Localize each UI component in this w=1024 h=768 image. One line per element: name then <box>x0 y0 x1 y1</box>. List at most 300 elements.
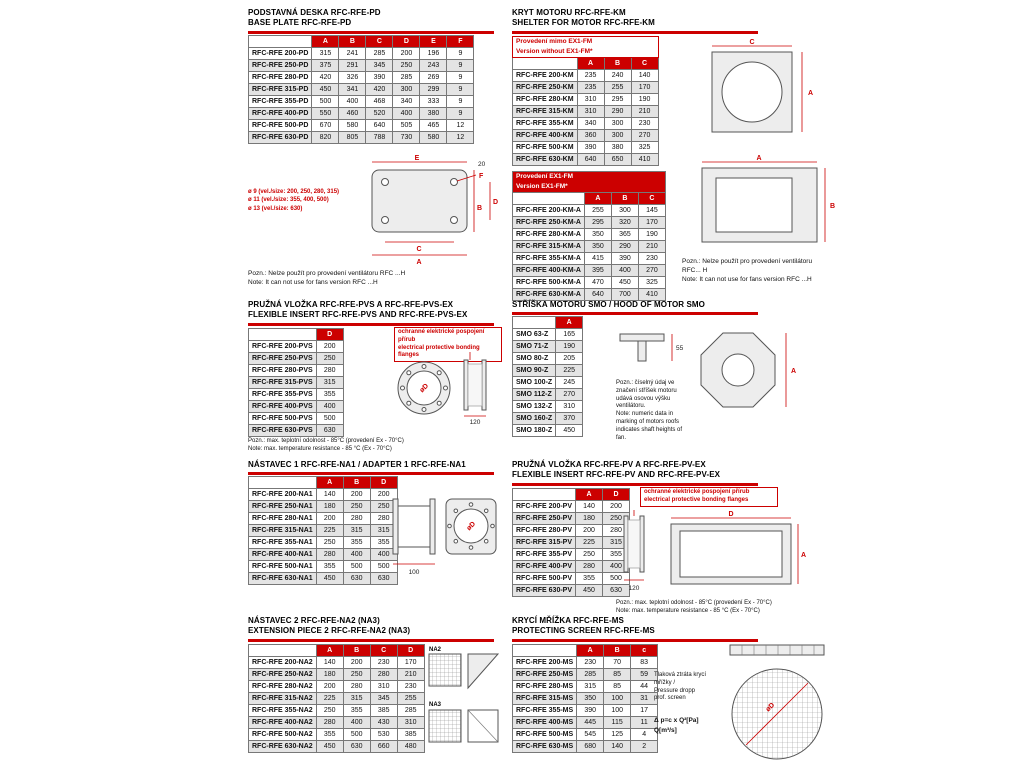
model-label: RFC-RFE 355-KM <box>513 118 578 130</box>
table-row <box>249 108 474 120</box>
column-header: B <box>604 645 631 657</box>
na1-diagram <box>388 484 500 580</box>
value-cell: 350 <box>584 241 611 253</box>
value-cell: 230 <box>370 657 397 669</box>
pv-dim-120: 120 <box>628 585 640 592</box>
value-cell: 341 <box>339 84 366 96</box>
model-label: RFC-RFE 315-NA2 <box>249 693 317 705</box>
table-row <box>249 132 474 144</box>
na3-mesh <box>429 710 461 742</box>
table-row <box>249 669 425 681</box>
value-cell: 44 <box>631 681 658 693</box>
value-cell: 680 <box>577 741 604 753</box>
model-label: RFC-RFE 630-MS <box>513 741 577 753</box>
value-cell: 325 <box>638 277 665 289</box>
model-label: RFC-RFE 250-NA1 <box>249 501 317 513</box>
table-row <box>249 525 398 537</box>
value-cell: 640 <box>577 154 604 166</box>
pd-hole-notes <box>248 188 342 213</box>
table-row <box>513 525 630 537</box>
pvs-bonding-en: electrical protective bonding flanges <box>398 344 480 359</box>
model-label: RFC-RFE 200-NA1 <box>249 489 317 501</box>
table-row <box>249 501 398 513</box>
pv-flange-right <box>640 516 644 572</box>
ms-dim-d: øD <box>764 701 777 714</box>
table-row <box>513 241 666 253</box>
value-cell: 280 <box>343 681 370 693</box>
column-header: B <box>343 477 370 489</box>
na2-diagram <box>428 644 500 762</box>
pvs-title-cs: PRUŽNÁ VLOŽKA RFC-RFE-PVS A RFC-RFE-PVS-EX <box>248 300 454 309</box>
table-row <box>513 205 666 217</box>
value-cell: 400 <box>343 549 370 561</box>
pvs-dim-d: øD <box>418 382 431 395</box>
km-notes <box>682 258 832 284</box>
table-row <box>513 217 666 229</box>
pd-hole-note-2: ø 11 (vel./size: 355, 400, 500) <box>248 197 329 204</box>
column-header: C <box>370 645 397 657</box>
pd-note-cs: Pozn.: Nelze použít pro provedení ventilátoru RFC ...H <box>248 270 406 277</box>
table-row <box>249 365 344 377</box>
table-row <box>513 705 658 717</box>
model-label: RFC-RFE 400-PVS <box>249 401 317 413</box>
smo-dim-55: 55 <box>676 345 684 352</box>
model-label: RFC-RFE 250-PV <box>513 513 576 525</box>
value-cell: 295 <box>584 217 611 229</box>
value-cell: 140 <box>576 501 603 513</box>
column-header: D <box>316 329 343 341</box>
section-flexible-insert-pvs <box>248 300 500 456</box>
model-label: RFC-RFE 280-PV <box>513 525 576 537</box>
value-cell: 345 <box>366 60 393 72</box>
pd-dim-b: B <box>477 205 483 212</box>
table-row <box>249 377 344 389</box>
table-row <box>513 669 658 681</box>
value-cell: 326 <box>339 72 366 84</box>
value-cell: 400 <box>343 717 370 729</box>
value-cell: 395 <box>584 265 611 277</box>
smo-stem <box>638 341 646 361</box>
smo-title-rule <box>512 312 758 315</box>
value-cell: 9 <box>447 48 474 60</box>
column-header: F <box>447 36 474 48</box>
corner-cell <box>249 477 317 489</box>
pd-dim-e: E <box>414 155 420 162</box>
model-label: SMO 80-Z <box>513 353 556 365</box>
value-cell: 280 <box>370 513 397 525</box>
table-row <box>249 72 474 84</box>
column-header: A <box>312 36 339 48</box>
pvs-flange-right <box>482 360 486 410</box>
smo-octagon-diagram <box>690 316 808 428</box>
value-cell: 70 <box>604 657 631 669</box>
value-cell: 250 <box>393 60 420 72</box>
model-label: RFC-RFE 280-PVS <box>249 365 317 377</box>
pvs-diagram <box>394 352 498 426</box>
value-cell: 530 <box>370 729 397 741</box>
smo-notes <box>616 380 684 442</box>
model-label: RFC-RFE 355-PV <box>513 549 576 561</box>
table-row <box>513 289 666 301</box>
value-cell: 340 <box>393 96 420 108</box>
pvs-note-cs: Pozn.: max. teplotní odolnost - 85°C (provedení Ex - 70°C) <box>248 438 404 444</box>
value-cell: 100 <box>604 705 631 717</box>
value-cell: 200 <box>316 681 343 693</box>
pv-note-en: Note: max. temperature resistance - 85 °C (Ex - 70°C) <box>616 607 760 614</box>
value-cell: 100 <box>604 693 631 705</box>
table-row <box>513 425 583 437</box>
value-cell: 310 <box>397 717 424 729</box>
pv-notes <box>616 600 896 616</box>
table-row <box>513 389 583 401</box>
model-label: RFC-RFE 200-KM <box>513 70 578 82</box>
column-header: C <box>366 36 393 48</box>
value-cell: 355 <box>370 537 397 549</box>
table-row <box>249 425 344 437</box>
value-cell: 650 <box>604 154 631 166</box>
column-header: A <box>576 489 603 501</box>
value-cell: 400 <box>393 108 420 120</box>
section-motor-hood <box>512 300 992 456</box>
value-cell: 190 <box>556 341 583 353</box>
table-row <box>249 705 425 717</box>
table-row <box>513 549 630 561</box>
pv-flange-left <box>624 516 628 572</box>
ms-pressure-en2: prof. screen <box>654 695 686 702</box>
pv-note-cs: Pozn.: max. teplotní odolnost - 85°C (provedení Ex - 70°C) <box>616 600 772 606</box>
table-row <box>513 585 630 597</box>
corner-cell <box>249 645 317 657</box>
km-title-rule <box>512 31 758 34</box>
value-cell: 200 <box>576 525 603 537</box>
value-cell: 270 <box>631 130 658 142</box>
model-label: SMO 132-Z <box>513 401 556 413</box>
value-cell: 9 <box>447 108 474 120</box>
column-header: A <box>316 645 343 657</box>
value-cell: 200 <box>316 341 343 353</box>
value-cell: 355 <box>316 561 343 573</box>
value-cell: 580 <box>420 132 447 144</box>
value-cell: 200 <box>370 489 397 501</box>
model-label: RFC-RFE 500-PVS <box>249 413 317 425</box>
value-cell: 410 <box>638 289 665 301</box>
table-row <box>513 377 583 389</box>
ms-diagram <box>722 642 832 764</box>
pv-title-rule <box>512 483 758 486</box>
value-cell: 295 <box>604 94 631 106</box>
smo-title: STŘÍŠKA MOTORU SMO / HOOD OF MOTOR SMO <box>512 300 705 309</box>
pv-bonding-cs: ochranné elektrické pospojení přírub <box>644 489 750 495</box>
corner-cell <box>513 317 556 329</box>
value-cell: 445 <box>577 717 604 729</box>
value-cell: 230 <box>638 253 665 265</box>
km-diagram-top <box>682 38 842 146</box>
value-cell: 9 <box>447 84 474 96</box>
model-label: RFC-RFE 315-PVS <box>249 377 317 389</box>
value-cell: 310 <box>556 401 583 413</box>
table-row <box>249 120 474 132</box>
pvs-flange-left <box>464 360 468 410</box>
value-cell: 250 <box>316 705 343 717</box>
column-header: B <box>343 645 370 657</box>
corner-cell <box>249 36 312 48</box>
value-cell: 315 <box>343 693 370 705</box>
table-row <box>513 681 658 693</box>
column-header: A <box>584 193 611 205</box>
pd-title-en: BASE PLATE RFC-RFE-PD <box>248 18 352 28</box>
value-cell: 400 <box>370 549 397 561</box>
ms-table <box>512 644 658 753</box>
pv-table <box>512 488 630 597</box>
ms-pressure-text <box>654 672 716 703</box>
value-cell: 500 <box>370 561 397 573</box>
value-cell: 400 <box>316 401 343 413</box>
pd-dim-20: 20 <box>478 161 486 168</box>
value-cell: 299 <box>420 84 447 96</box>
section-motor-shelter <box>512 8 992 300</box>
table-row <box>513 82 659 94</box>
model-label: RFC-RFE 400-MS <box>513 717 577 729</box>
value-cell: 545 <box>577 729 604 741</box>
value-cell: 12 <box>447 132 474 144</box>
value-cell: 460 <box>339 108 366 120</box>
value-cell: 2 <box>631 741 658 753</box>
value-cell: 320 <box>611 217 638 229</box>
km-table-ex <box>512 171 666 301</box>
value-cell: 355 <box>603 549 630 561</box>
value-cell: 290 <box>611 241 638 253</box>
value-cell: 450 <box>576 585 603 597</box>
value-cell: 250 <box>370 501 397 513</box>
model-label: SMO 112-Z <box>513 389 556 401</box>
column-header: B <box>339 36 366 48</box>
model-label: RFC-RFE 250-NA2 <box>249 669 317 681</box>
model-label: RFC-RFE 355-KM-A <box>513 253 585 265</box>
model-label: RFC-RFE 280-KM <box>513 94 578 106</box>
column-header: D <box>603 489 630 501</box>
table-row <box>249 717 425 729</box>
value-cell: 190 <box>638 229 665 241</box>
value-cell: 11 <box>631 717 658 729</box>
pd-hole <box>451 217 458 224</box>
value-cell: 280 <box>316 549 343 561</box>
model-label: RFC-RFE 200-KM-A <box>513 205 585 217</box>
value-cell: 250 <box>316 537 343 549</box>
value-cell: 630 <box>343 573 370 585</box>
table-row <box>513 329 583 341</box>
smo-note-cs: Pozn.: číselný údaj ve značení stříšek motoru udává osovou výšku ventilátoru. <box>616 380 677 410</box>
na1-title: NÁSTAVEC 1 RFC-RFE-NA1 / ADAPTER 1 RFC-RFE-NA1 <box>248 460 466 469</box>
km-shelter-panel <box>716 178 792 232</box>
corner-cell <box>513 58 578 70</box>
value-cell: 285 <box>397 705 424 717</box>
model-label: SMO 160-Z <box>513 413 556 425</box>
model-label: RFC-RFE 400-KM <box>513 130 578 142</box>
model-label: RFC-RFE 400-NA2 <box>249 717 317 729</box>
value-cell: 820 <box>312 132 339 144</box>
table-row <box>249 537 398 549</box>
value-cell: 196 <box>420 48 447 60</box>
value-cell: 370 <box>556 413 583 425</box>
pd-dim-a: A <box>416 259 422 266</box>
value-cell: 225 <box>576 537 603 549</box>
table-row <box>513 130 659 142</box>
column-header: A <box>577 58 604 70</box>
pd-hole <box>451 179 458 186</box>
table-row <box>513 501 630 513</box>
model-label: RFC-RFE 630-KM <box>513 154 578 166</box>
value-cell: 300 <box>393 84 420 96</box>
value-cell: 200 <box>316 513 343 525</box>
pd-hole-note-1: ø 9 (vel./size: 200, 250, 280, 315) <box>248 189 340 195</box>
value-cell: 250 <box>343 669 370 681</box>
model-label: RFC-RFE 500-PV <box>513 573 576 585</box>
value-cell: 140 <box>316 657 343 669</box>
value-cell: 660 <box>370 741 397 753</box>
value-cell: 355 <box>343 537 370 549</box>
value-cell: 180 <box>316 501 343 513</box>
value-cell: 315 <box>603 537 630 549</box>
value-cell: 788 <box>366 132 393 144</box>
value-cell: 225 <box>316 525 343 537</box>
model-label: SMO 100-Z <box>513 377 556 389</box>
model-label: RFC-RFE 280-NA2 <box>249 681 317 693</box>
km-title-en: SHELTER FOR MOTOR RFC-RFE-KM <box>512 18 655 28</box>
pv-dim-d: D <box>728 511 734 518</box>
model-label: RFC-RFE 250-KM-A <box>513 217 585 229</box>
column-header: E <box>420 36 447 48</box>
value-cell: 480 <box>397 741 424 753</box>
value-cell: 225 <box>556 365 583 377</box>
model-label: RFC-RFE 315-PV <box>513 537 576 549</box>
value-cell: 140 <box>316 489 343 501</box>
na1-dim-d: øD <box>465 520 478 533</box>
section-flexible-insert-pv <box>512 460 992 616</box>
value-cell: 12 <box>447 120 474 132</box>
model-label: RFC-RFE 630-NA2 <box>249 741 317 753</box>
value-cell: 580 <box>339 120 366 132</box>
table-row <box>513 265 666 277</box>
value-cell: 31 <box>631 693 658 705</box>
table-row <box>249 657 425 669</box>
table-row <box>513 717 658 729</box>
value-cell: 350 <box>584 229 611 241</box>
value-cell: 230 <box>631 118 658 130</box>
value-cell: 83 <box>631 657 658 669</box>
value-cell: 9 <box>447 72 474 84</box>
value-cell: 230 <box>577 657 604 669</box>
value-cell: 255 <box>584 205 611 217</box>
section-protecting-screen <box>512 616 992 766</box>
value-cell: 180 <box>316 669 343 681</box>
value-cell: 315 <box>370 525 397 537</box>
table-row <box>249 341 344 353</box>
value-cell: 465 <box>420 120 447 132</box>
value-cell: 385 <box>397 729 424 741</box>
table-row <box>513 561 630 573</box>
na2-title-en: EXTENSION PIECE 2 RFC-RFE-NA2 (NA3) <box>248 626 411 636</box>
value-cell: 355 <box>343 705 370 717</box>
model-label: RFC-RFE 400-NA1 <box>249 549 317 561</box>
model-label: RFC-RFE 500-KM <box>513 142 578 154</box>
value-cell: 630 <box>316 425 343 437</box>
pd-diagram <box>344 154 500 266</box>
value-cell: 285 <box>366 48 393 60</box>
value-cell: 340 <box>577 118 604 130</box>
value-cell: 380 <box>420 108 447 120</box>
value-cell: 380 <box>604 142 631 154</box>
corner-cell <box>513 645 577 657</box>
value-cell: 505 <box>393 120 420 132</box>
smo-hood-center <box>722 354 754 386</box>
value-cell: 390 <box>366 72 393 84</box>
value-cell: 410 <box>631 154 658 166</box>
model-label: RFC-RFE 500-MS <box>513 729 577 741</box>
value-cell: 285 <box>577 669 604 681</box>
value-cell: 280 <box>343 513 370 525</box>
column-header: A <box>556 317 583 329</box>
table-row <box>513 413 583 425</box>
value-cell: 280 <box>316 717 343 729</box>
table-caption: Provedení EX1-FM Version EX1-FM* <box>513 172 666 193</box>
column-header: D <box>397 645 424 657</box>
column-header: c <box>631 645 658 657</box>
table-row <box>513 229 666 241</box>
value-cell: 520 <box>366 108 393 120</box>
table-row <box>249 48 474 60</box>
km-opening <box>722 62 782 122</box>
model-label: RFC-RFE 315-KM <box>513 106 578 118</box>
value-cell: 730 <box>393 132 420 144</box>
value-cell: 200 <box>393 48 420 60</box>
pd-table <box>248 35 474 144</box>
value-cell: 250 <box>316 353 343 365</box>
model-label: RFC-RFE 250-MS <box>513 669 577 681</box>
model-label: SMO 63-Z <box>513 329 556 341</box>
ms-pressure-cs: Tlaková ztráta krycí mřížky / <box>654 672 707 686</box>
pv-title-cs: PRUŽNÁ VLOŽKA RFC-RFE-PV A RFC-RFE-PV-EX <box>512 460 706 469</box>
table-row <box>249 741 425 753</box>
model-label: RFC-RFE 500-NA1 <box>249 561 317 573</box>
pd-dim-f: F <box>479 173 484 180</box>
table-row <box>513 353 583 365</box>
model-label: RFC-RFE 355-MS <box>513 705 577 717</box>
table-row <box>249 561 398 573</box>
table-row <box>513 401 583 413</box>
value-cell: 630 <box>370 573 397 585</box>
model-label: RFC-RFE 200-PV <box>513 501 576 513</box>
na2-table <box>248 644 425 753</box>
ms-title-cs: KRYCÍ MŘÍŽKA RFC-RFE-MS <box>512 616 624 625</box>
value-cell: 470 <box>584 277 611 289</box>
pvs-title-rule <box>248 323 494 326</box>
smo-note-en: Note: numeric data in marking of motors roofs indicates shaft heights of fan. <box>616 411 683 441</box>
table-row <box>249 413 344 425</box>
value-cell: 243 <box>420 60 447 72</box>
value-cell: 640 <box>366 120 393 132</box>
model-label: RFC-RFE 355-PVS <box>249 389 317 401</box>
corner-cell <box>249 329 317 341</box>
table-row <box>513 118 659 130</box>
value-cell: 365 <box>611 229 638 241</box>
value-cell: 241 <box>339 48 366 60</box>
km-dim-a2: A <box>756 155 762 162</box>
pvs-band <box>468 364 482 406</box>
value-cell: 310 <box>370 681 397 693</box>
value-cell: 500 <box>316 413 343 425</box>
ms-formula-line1: Δ p=c x Q²[Pa] <box>654 717 699 724</box>
value-cell: 85 <box>604 669 631 681</box>
